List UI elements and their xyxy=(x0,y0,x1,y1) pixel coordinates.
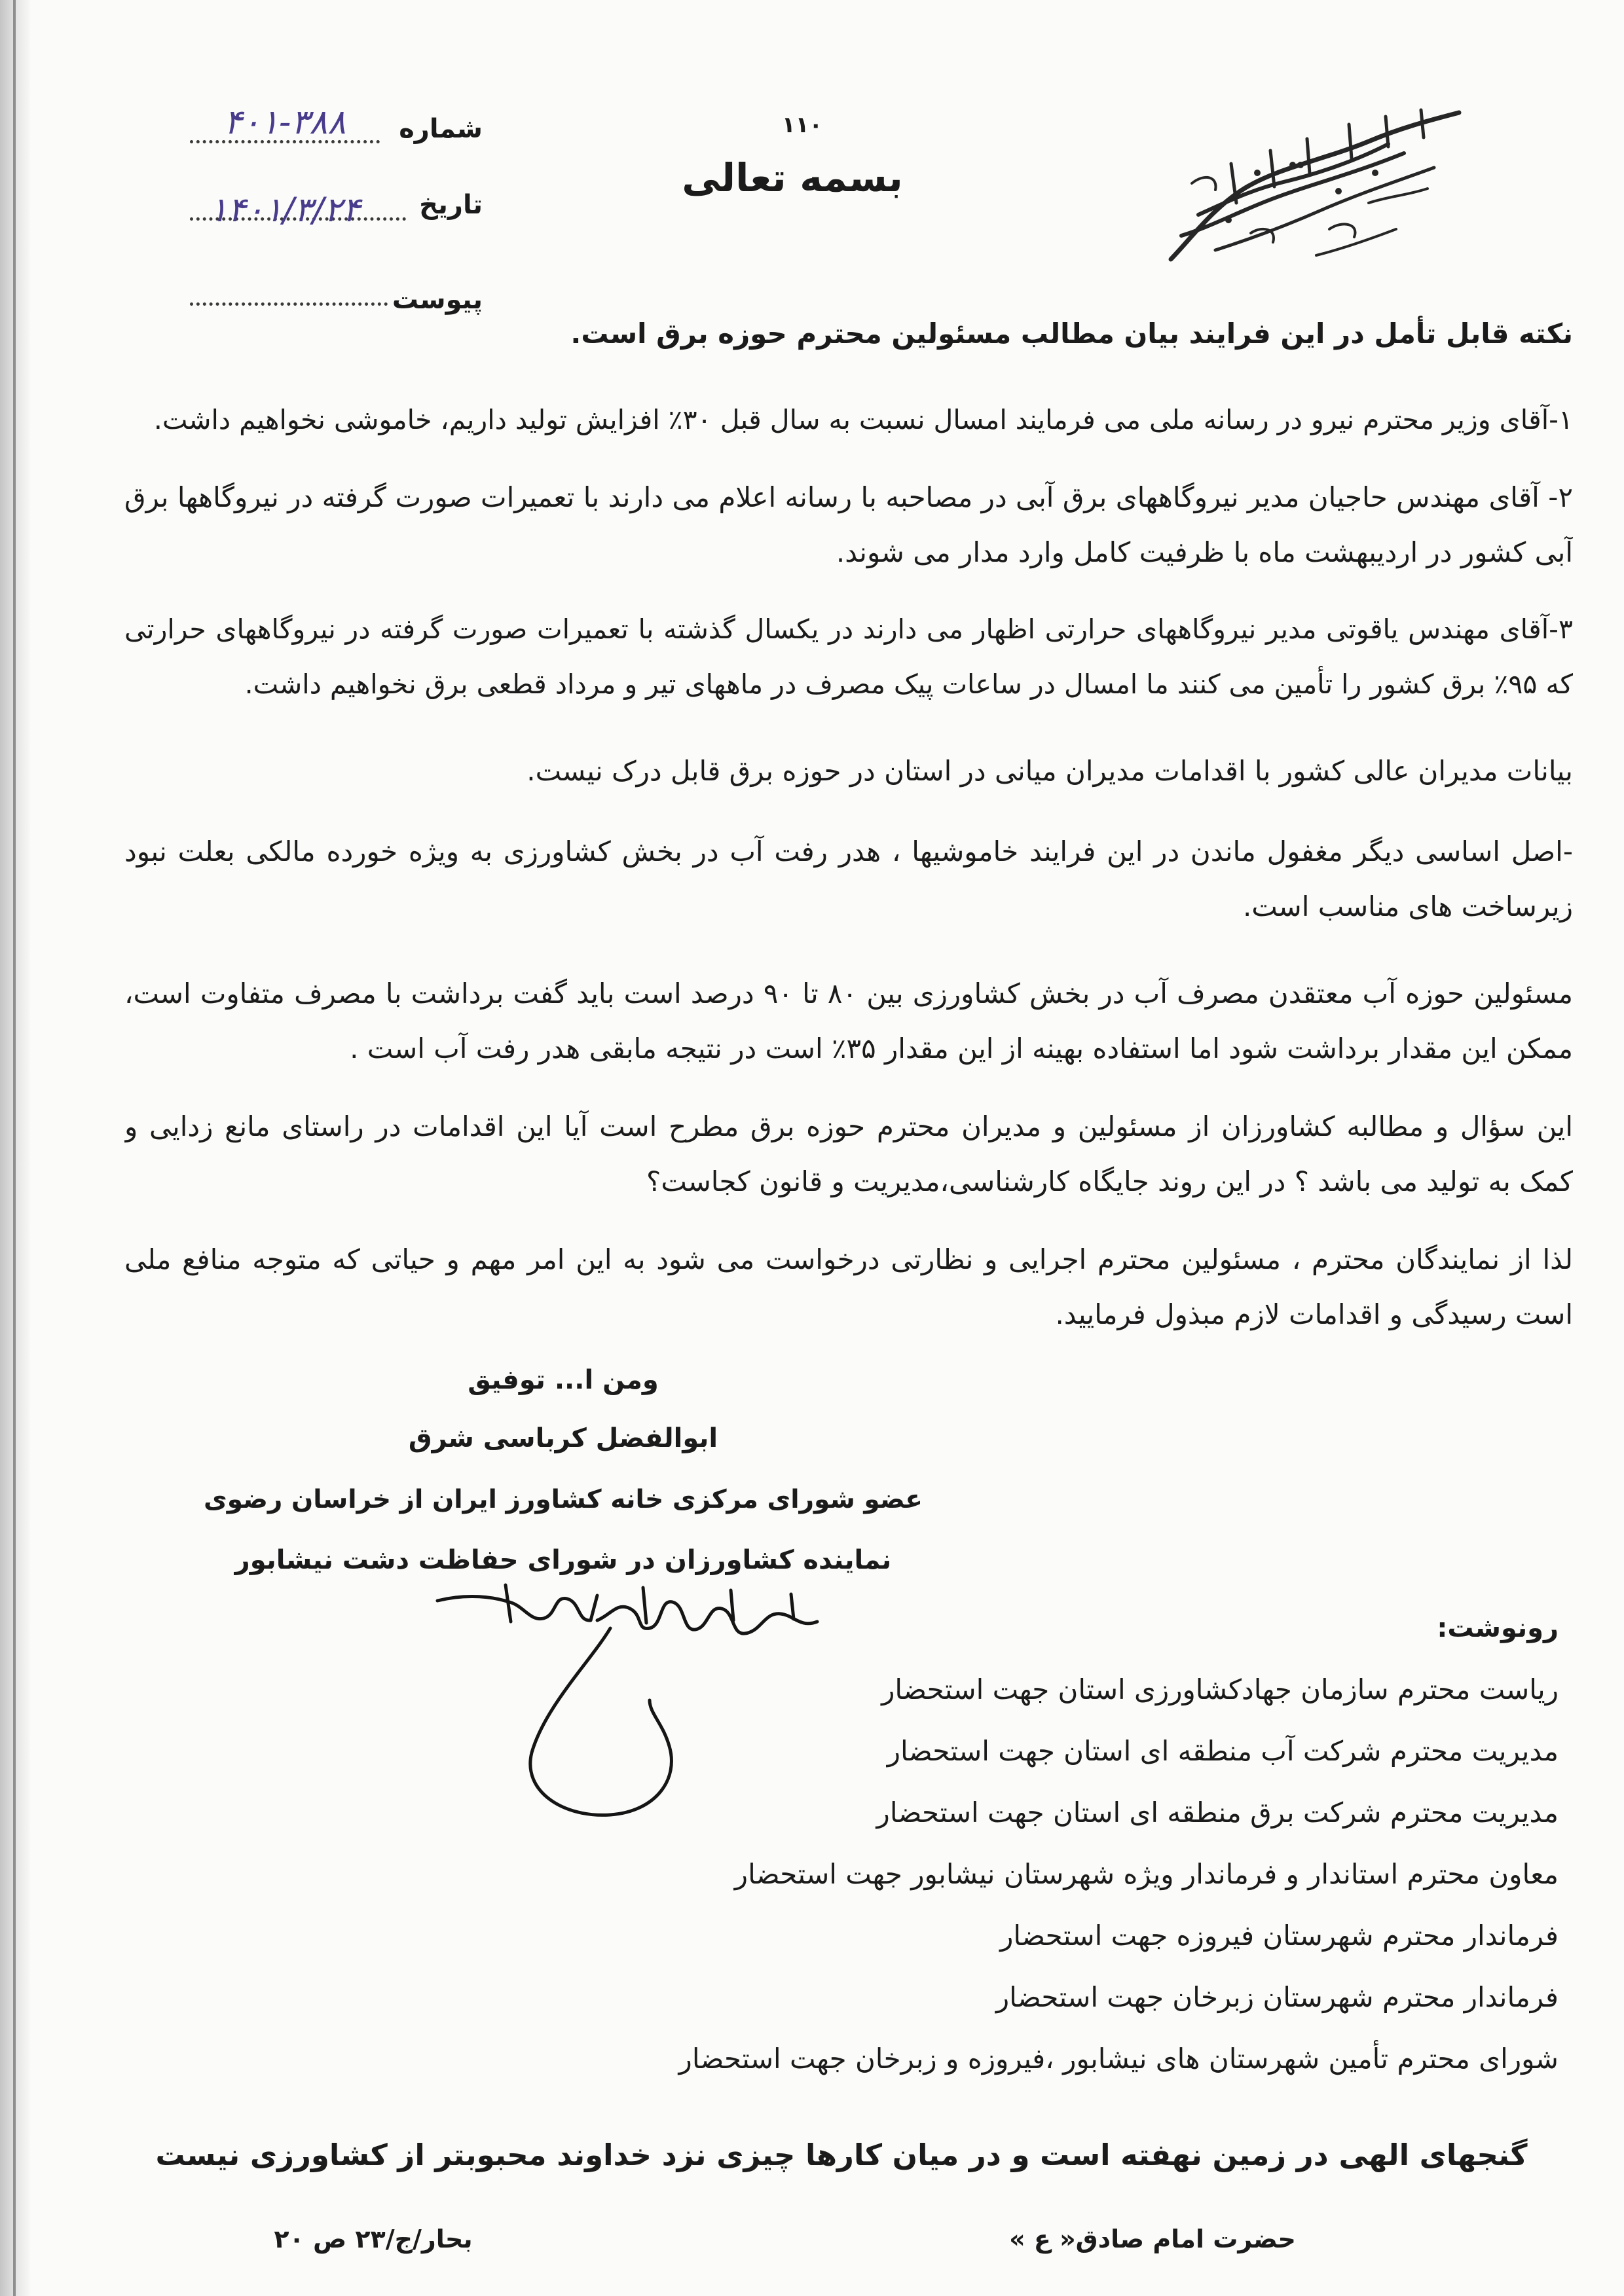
invocation-calligraphy: بسمه تعالی xyxy=(682,155,903,200)
date-label: تاریخ xyxy=(419,190,483,220)
signer-role: نماینده کشاورزان در شورای حفاظت دشت نیشابور xyxy=(234,1545,892,1575)
invocation-number: ۱۱۰ xyxy=(781,112,823,138)
attachment-dotted-line xyxy=(190,302,388,306)
closing-salutation: ومن ا... توفیق xyxy=(468,1365,659,1395)
letter-paragraph: ۱-آقای وزیر محترم نیرو در رسانه ملی می فرمایند امسال نسبت به سال قبل ۳۰٪ افزایش تولید داریم، خاموشی نخواهیم داشت. xyxy=(153,404,1573,435)
letter-intro: نکته قابل تأمل در این فرایند بیان مطالب مسئولین محترم حوزه برق است. xyxy=(570,318,1573,350)
footer-attribution: حضرت امام صادق« ع » xyxy=(1009,2225,1296,2253)
number-value: ۴۰۱-۳۸۸ xyxy=(223,103,346,142)
signer-name: ابوالفضل کرباسی شرق xyxy=(408,1423,718,1453)
cc-recipient: مدیریت محترم شرکت آب منطقه ای استان جهت استحضار xyxy=(887,1735,1559,1767)
letter-paragraph: بیانات مدیران عالی کشور با اقدامات مدیران میانی در استان در حوزه برق قابل درک نیست. xyxy=(526,755,1573,787)
number-label: شماره xyxy=(399,114,483,144)
letter-paragraph: لذا از نمایندگان محترم ، مسئولین محترم اجرایی و نظارتی درخواست می شود به این امر مهم و حیاتی که متوجه منافع ملی است رسیدگی و اقدامات لازم مبذول فرمایید. xyxy=(124,1243,1573,1330)
scan-edge-line xyxy=(13,0,16,2296)
cc-label: رونوشت: xyxy=(1437,1613,1559,1643)
organization-logo xyxy=(1153,105,1467,275)
cc-recipient: شورای محترم تأمین شهرستان های نیشابور ،فیروزه و زبرخان جهت استحضار xyxy=(678,2043,1559,2075)
attachment-label: پیوست xyxy=(392,285,483,315)
letter-paragraph: این سؤال و مطالبه کشاورزان از مسئولین و مدیران محترم حوزه برق مطرح است آیا این اقدامات در راستای مانع زدایی و کمک به تولید می باشد ؟ در این روند جایگاه کارشناسی،مدیریت و قانون کجاست؟ xyxy=(124,1110,1573,1197)
cc-recipient: معاون محترم استاندار و فرماندار ویژه شهرستان نیشابور جهت استحضار xyxy=(734,1858,1559,1890)
letter-paragraph: -اصل اساسی دیگر مغفول ماندن در این فرایند خاموشیها ، هدر رفت آب در بخش کشاورزی به ویژه خورده مالکی بعلت نبود زیرساخت های مناسب است. xyxy=(124,835,1573,922)
cc-recipient: فرماندار محترم شهرستان زبرخان جهت استحضار xyxy=(995,1981,1559,2013)
cc-recipient: مدیریت محترم شرکت برق منطقه ای استان جهت استحضار xyxy=(876,1796,1559,1829)
cc-recipient: فرماندار محترم شهرستان فیروزه جهت استحضار xyxy=(1000,1920,1559,1952)
date-value: ۱۴۰۱/۳/۲۴ xyxy=(209,191,361,230)
letter-paragraph: مسئولین حوزه آب معتقدن مصرف آب در بخش کشاورزی بین ۸۰ تا ۹۰ درصد است باید گفت برداشت با مصرف متفاوت است، ممکن این مقدار برداشت شود اما استفاده بهینه از این مقدار ۳۵٪ است در نتیجه مابقی هدر رفت آب است . xyxy=(124,977,1573,1065)
footer-source: بحار/ج/۲۳ ص ۲۰ xyxy=(274,2225,473,2253)
footer-quote: گنجهای الهی در زمین نهفته است و در میان کارها چیزی نزد خداوند محبوبتر از کشاورزی نیست xyxy=(155,2138,1528,2172)
signer-role: عضو شورای مرکزی خانه کشاورز ایران از خراسان رضوی xyxy=(204,1485,923,1514)
letter-paragraph: ۳-آقای مهندس یاقوتی مدیر نیروگاههای حرارتی اظهار می دارند در یکسال گذشته با تعمیرات صورت گرفته در نیروگاههای حرارتی که ۹۵٪ برق کشور را تأمین می کنند ما امسال در ساعات پیک مصرف در ماههای تیر و مرداد قطعی برق نخواهیم داشت. xyxy=(124,613,1573,700)
letter-paragraph: ۲- آقای مهندس حاجیان مدیر نیروگاههای برق آبی در مصاحبه با رسانه اعلام می دارند با تعمیرات صورت گرفته در نیروگاهها برق آبی کشور در اردیبهشت ماه با ظرفیت کامل وارد مدار می شوند. xyxy=(124,481,1573,568)
cc-recipient: ریاست محترم سازمان جهادکشاورزی استان جهت استحضار xyxy=(881,1673,1559,1705)
